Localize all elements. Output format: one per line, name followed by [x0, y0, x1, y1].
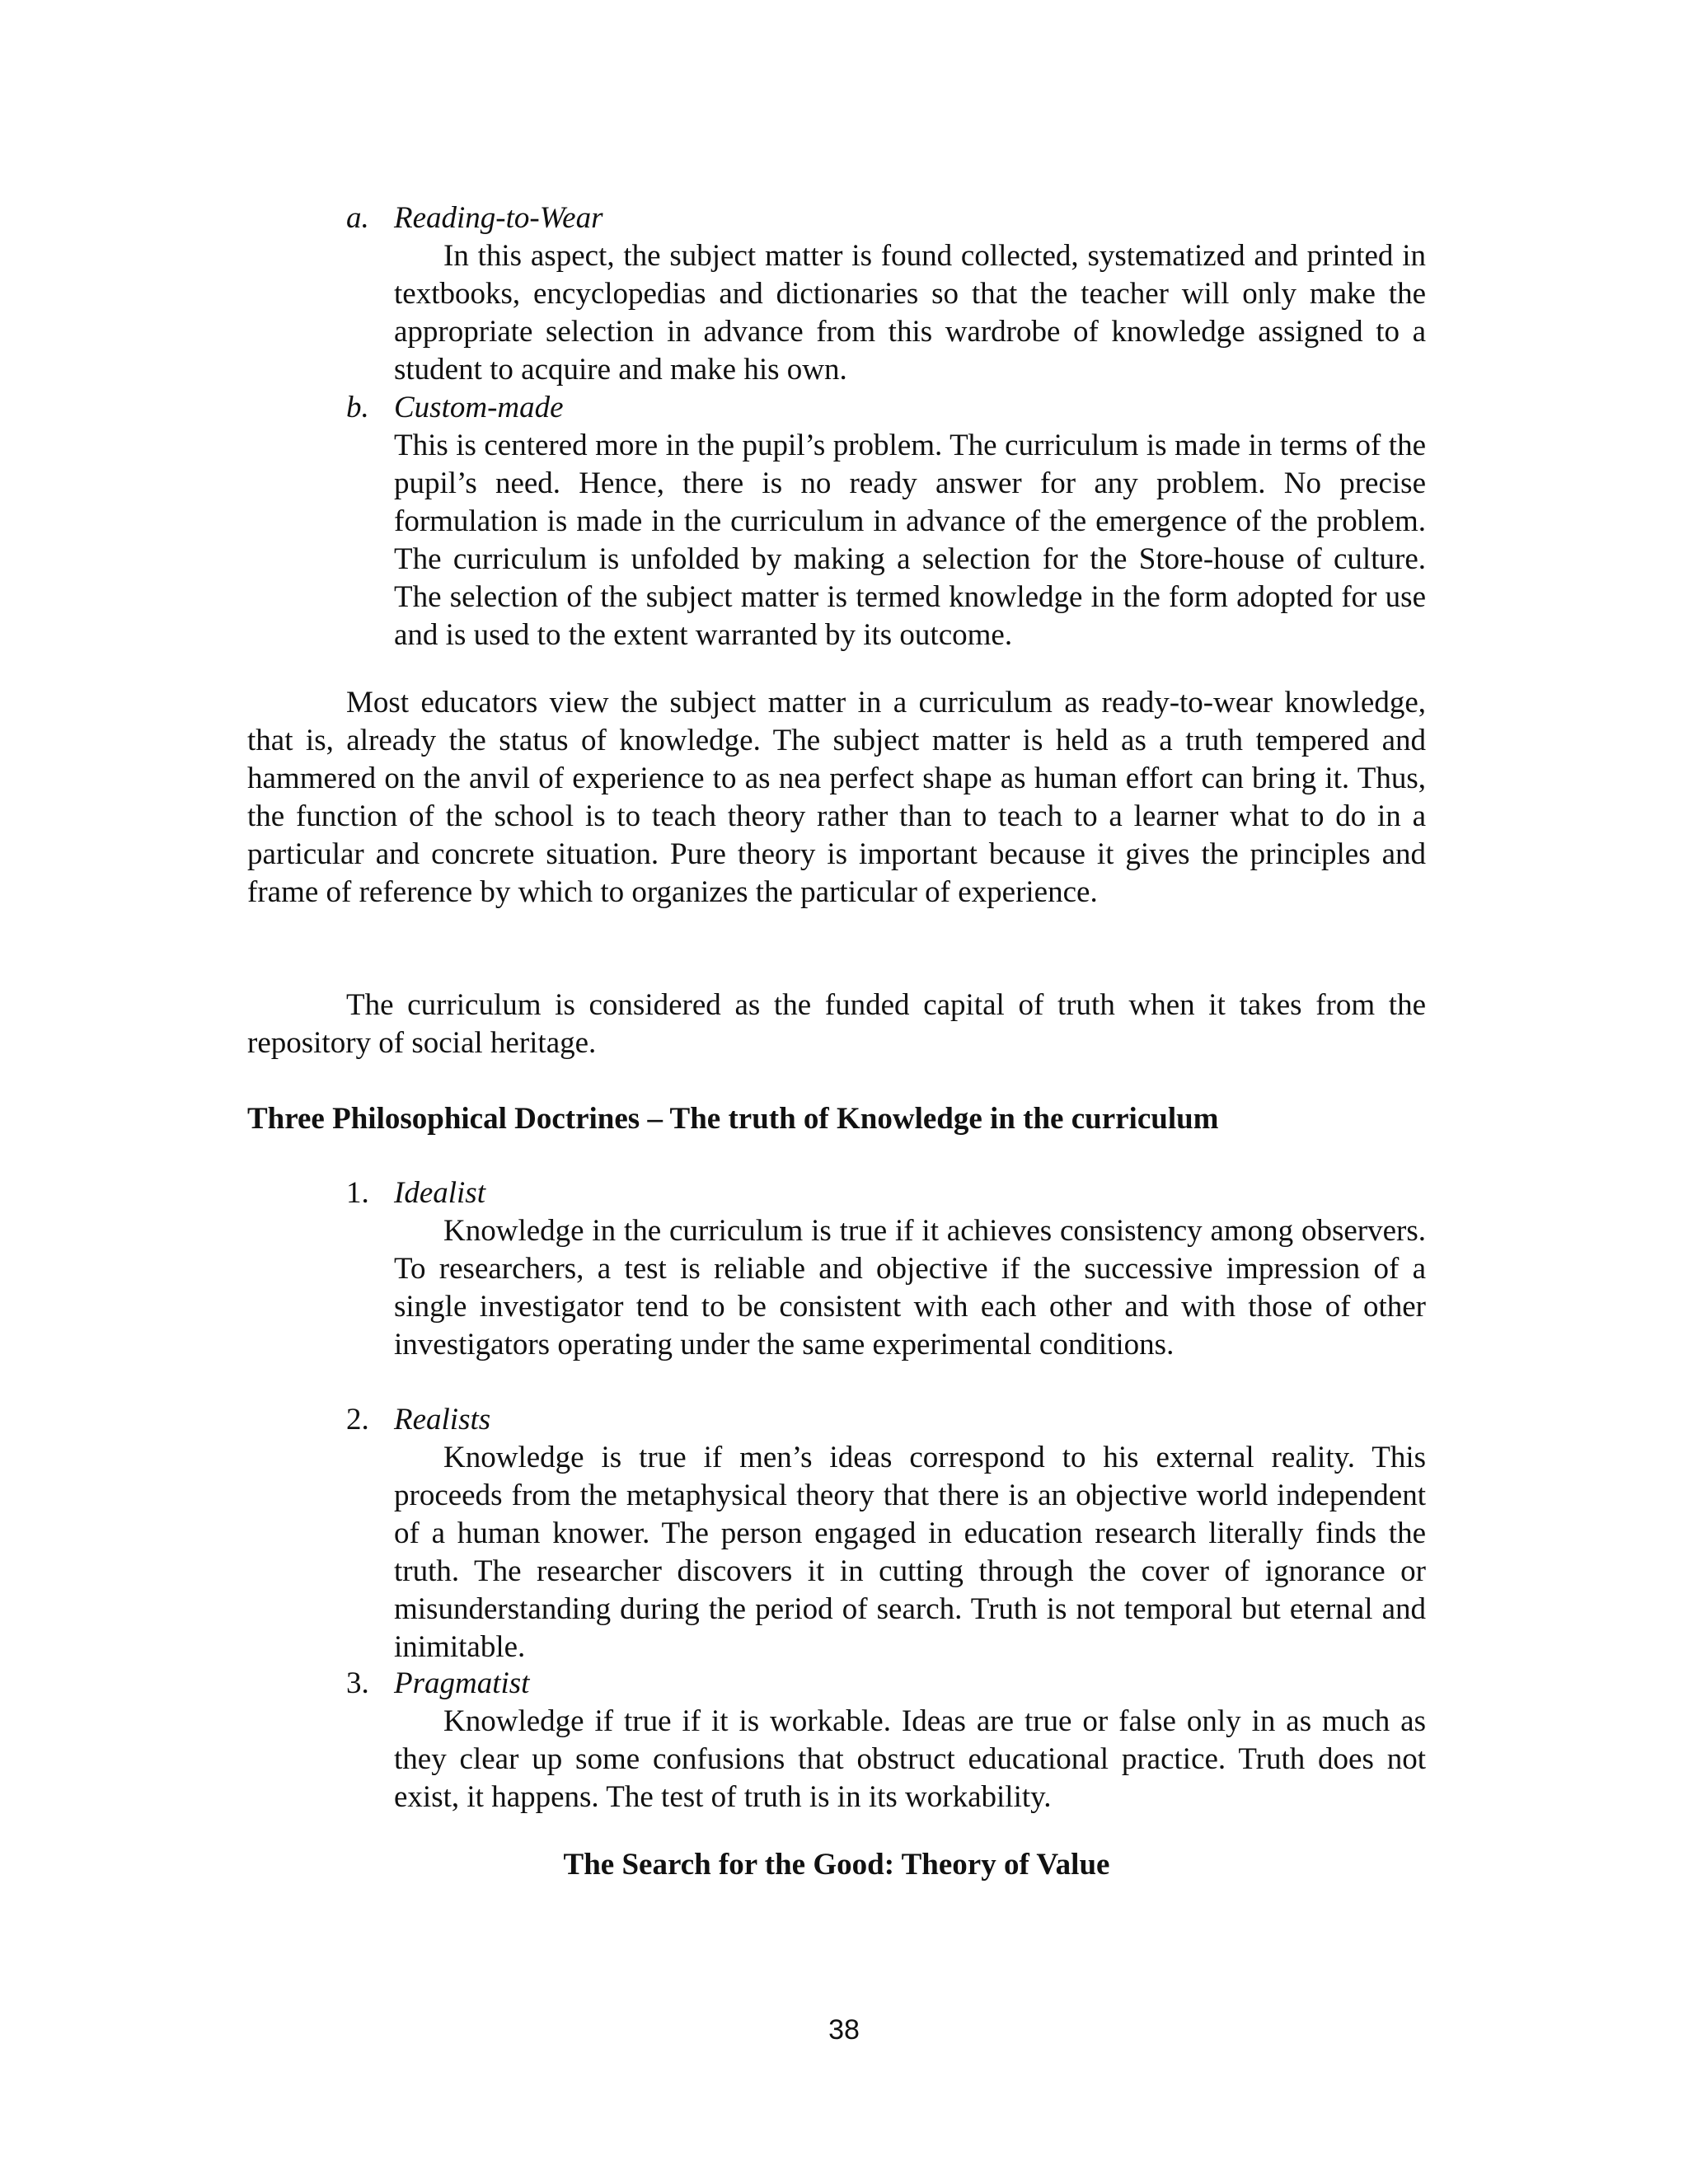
closing-heading: The Search for the Good: Theory of Value [563, 1848, 1110, 1882]
list-marker: 3. [346, 1666, 369, 1700]
page-number: 38 [828, 2014, 860, 2046]
list-item-body: Knowledge if true if it is workable. Ideas are true or false only in as much as they clear up some confusions that obstruct educational practice. Truth does not exist, it happens. The test of truth is in its workability. [394, 1704, 1426, 1814]
list-item-title: Pragmatist [394, 1666, 530, 1700]
list-item-body: Knowledge in the curriculum is true if it achieves consistency among observers. To researchers, a test is reliable and objective if the successive impression of a single investigator tend to be consistent with each other and with those of other investigators operating under the same experimental conditions. [394, 1214, 1426, 1361]
list-item-body: This is centered more in the pupil’s problem. The curriculum is made in terms of the pupil’s need. Hence, there is no ready answer for any problem. No precise formulation is made in the curriculum in advance of the emergence of the problem. The curriculum is unfolded by making a selection for the Store-house of culture. The selection of the subject matter is termed knowledge in the form adopted for use and is used to the extent warranted by its outcome. [394, 429, 1426, 652]
body-paragraph: The curriculum is considered as the funded capital of truth when it takes from the repository of social heritage. [247, 988, 1426, 1060]
body-paragraph: Most educators view the subject matter in a curriculum as ready-to-wear knowledge, that is, already the status of knowledge. The subject matter is held as a truth tempered and hammered on the anvil of experience to as nea perfect shape as human effort can bring it. Thus, the function of the school is to teach theory rather than to teach to a learner what to do in a particular and concrete situation. Pure theory is important because it gives the principles and frame of reference by which to organizes the particular of experience. [247, 686, 1426, 909]
list-item-title: Reading-to-Wear [394, 201, 603, 235]
list-item-title: Idealist [394, 1176, 485, 1210]
list-marker: 1. [346, 1176, 369, 1210]
list-item-body: In this aspect, the subject matter is found collected, systematized and printed in textbooks, encyclopedias and dictionaries so that the teacher will only make the appropriate selection in advance from this wardrobe of knowledge assigned to a student to acquire and make his own. [394, 239, 1426, 387]
list-marker: 2. [346, 1403, 369, 1436]
section-heading: Three Philosophical Doctrines – The truth of Knowledge in the curriculum [247, 1102, 1219, 1136]
list-item-title: Realists [394, 1403, 491, 1436]
list-marker: a. [346, 201, 369, 235]
list-item-body: Knowledge is true if men’s ideas correspond to his external reality. This proceeds from the metaphysical theory that there is an objective world independent of a human knower. The person engaged in education research literally finds the truth. The researcher discovers it in cutting through the cover of ignorance or misunderstanding during the period of search. Truth is not temporal but eternal and inimitable. [394, 1441, 1426, 1664]
list-item-title: Custom-made [394, 391, 564, 424]
list-marker: b. [346, 391, 369, 424]
